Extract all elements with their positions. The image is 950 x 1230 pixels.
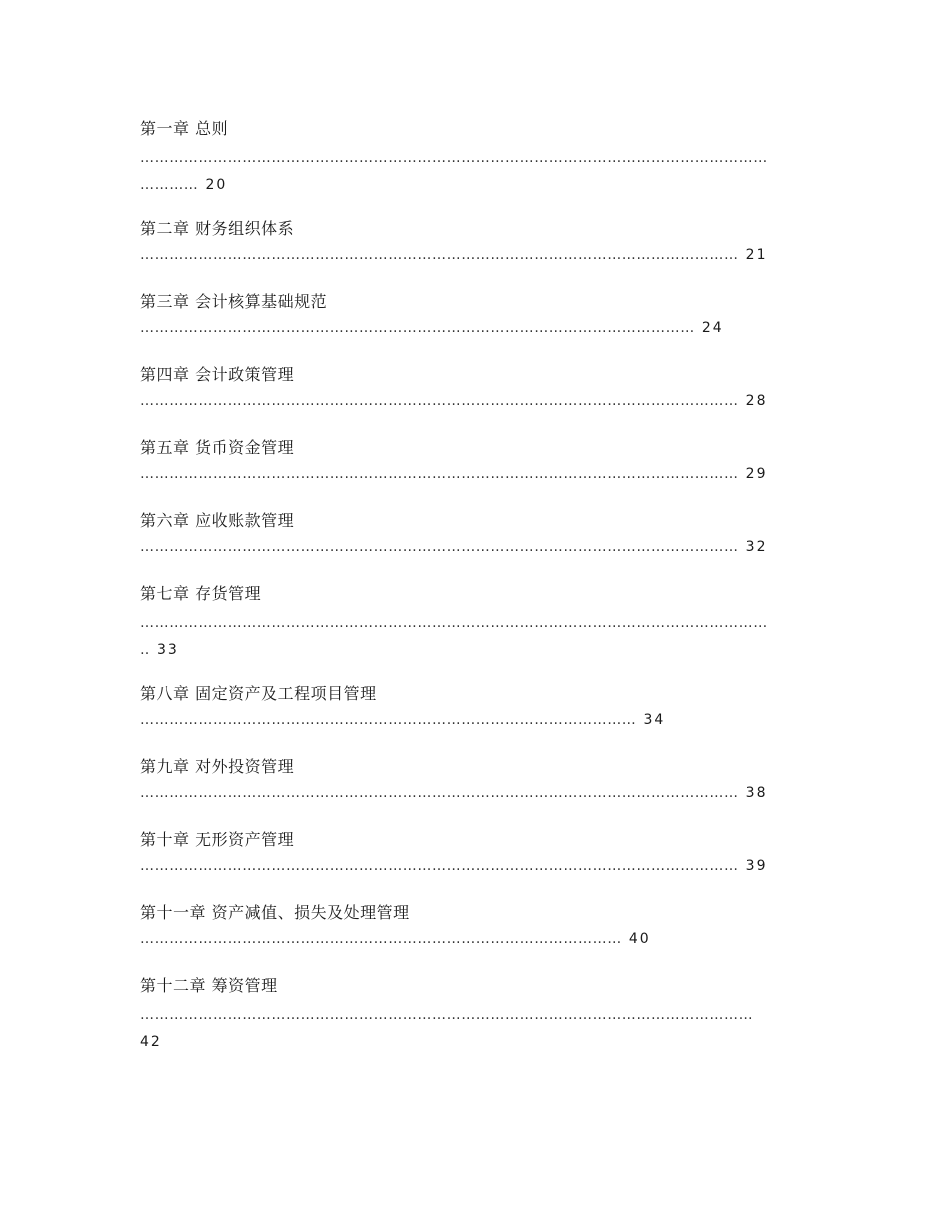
toc-page-number: 29 [745,466,768,482]
toc-leader-dots: ………………………………………………………………………………………………………………… [140,150,768,166]
toc-entry[interactable] [140,583,810,683]
toc-leader-dots: …………………………………………………………………………………………………………… [140,858,739,874]
toc-page-number: 39 [745,858,768,874]
toc-leader-dots: …………………………………………………………………………………………………………… [140,539,739,555]
toc-entry-title: 第四章 会计政策管理 [140,365,295,384]
toc-page-number: 33 [157,642,179,658]
toc-leader-dots: ……………………………………………………………………………………………………………… [140,1007,754,1023]
toc-leader-dots: ………………………………………………………………………………………………………………… [140,615,768,631]
toc-page-number: 20 [205,177,228,193]
toc-entry-title: 第五章 货币资金管理 [140,438,295,457]
toc-leader-dots: ………………………………………………………………………………………… [140,712,637,728]
toc-leader-line [140,780,810,807]
toc-leader-line [140,388,810,415]
toc-leader-line [140,1002,810,1029]
toc-page-number: 21 [745,247,768,263]
toc-leader-line [140,315,810,342]
toc-entry[interactable] [140,118,810,198]
toc-leader-line [140,853,810,880]
toc-leader-dots: …………………………………………………………………………………………………… [140,320,695,336]
toc-entry[interactable] [140,291,810,364]
toc-entry[interactable] [140,510,810,583]
toc-page-number: 42 [140,1034,162,1050]
toc-entry-title: 第六章 应收账款管理 [140,511,295,530]
toc-leader-dots: ………… [140,177,199,193]
toc-entry[interactable] [140,218,810,291]
toc-leader-line [140,461,810,488]
toc-leader-line [140,242,810,269]
toc-page-number: 40 [628,931,651,947]
toc-entry[interactable] [140,437,810,510]
toc-entry-title: 第一章 总则 [140,119,229,138]
toc-leader-line [140,926,810,953]
toc-entry-title: 第十章 无形资产管理 [140,830,295,849]
toc-page-number: 34 [643,712,666,728]
toc-entry[interactable] [140,756,810,829]
toc-leader-dots: …………………………………………………………………………………………………………… [140,466,739,482]
toc-leader-dots: …………………………………………………………………………………………………………… [140,785,739,801]
toc-entry-title: 第八章 固定资产及工程项目管理 [140,684,377,703]
toc-leader-dots: …………………………………………………………………………………………………………… [140,247,739,263]
toc-leader-line [140,610,810,637]
toc-page-number: 32 [745,539,768,555]
toc-entry-title: 第九章 对外投资管理 [140,757,295,776]
toc-entry-title: 第二章 财务组织体系 [140,219,295,238]
toc-page-number: 38 [745,785,768,801]
table-of-contents [140,118,810,1055]
toc-leader-dots: ……………………………………………………………………………………… [140,931,622,947]
toc-leader-dots: ‥ [140,642,150,658]
toc-entry[interactable] [140,902,810,975]
toc-page-number: 28 [745,393,768,409]
toc-entry[interactable] [140,683,810,756]
toc-entry-title: 第十二章 筹资管理 [140,976,278,995]
toc-entry-title: 第三章 会计核算基础规范 [140,292,328,311]
toc-leader-line [140,534,810,561]
toc-leader-line [140,145,810,172]
toc-entry[interactable] [140,975,810,1055]
toc-leader-line [140,707,810,734]
toc-leader-line [140,637,810,664]
toc-entry-title: 第十一章 资产减值、损失及处理管理 [140,903,410,922]
toc-entry[interactable] [140,829,810,902]
toc-page-number: 24 [701,320,724,336]
toc-leader-line [140,1029,810,1056]
toc-entry-title: 第七章 存货管理 [140,584,262,603]
toc-leader-line [140,172,810,199]
toc-entry[interactable] [140,364,810,437]
toc-leader-dots: …………………………………………………………………………………………………………… [140,393,739,409]
